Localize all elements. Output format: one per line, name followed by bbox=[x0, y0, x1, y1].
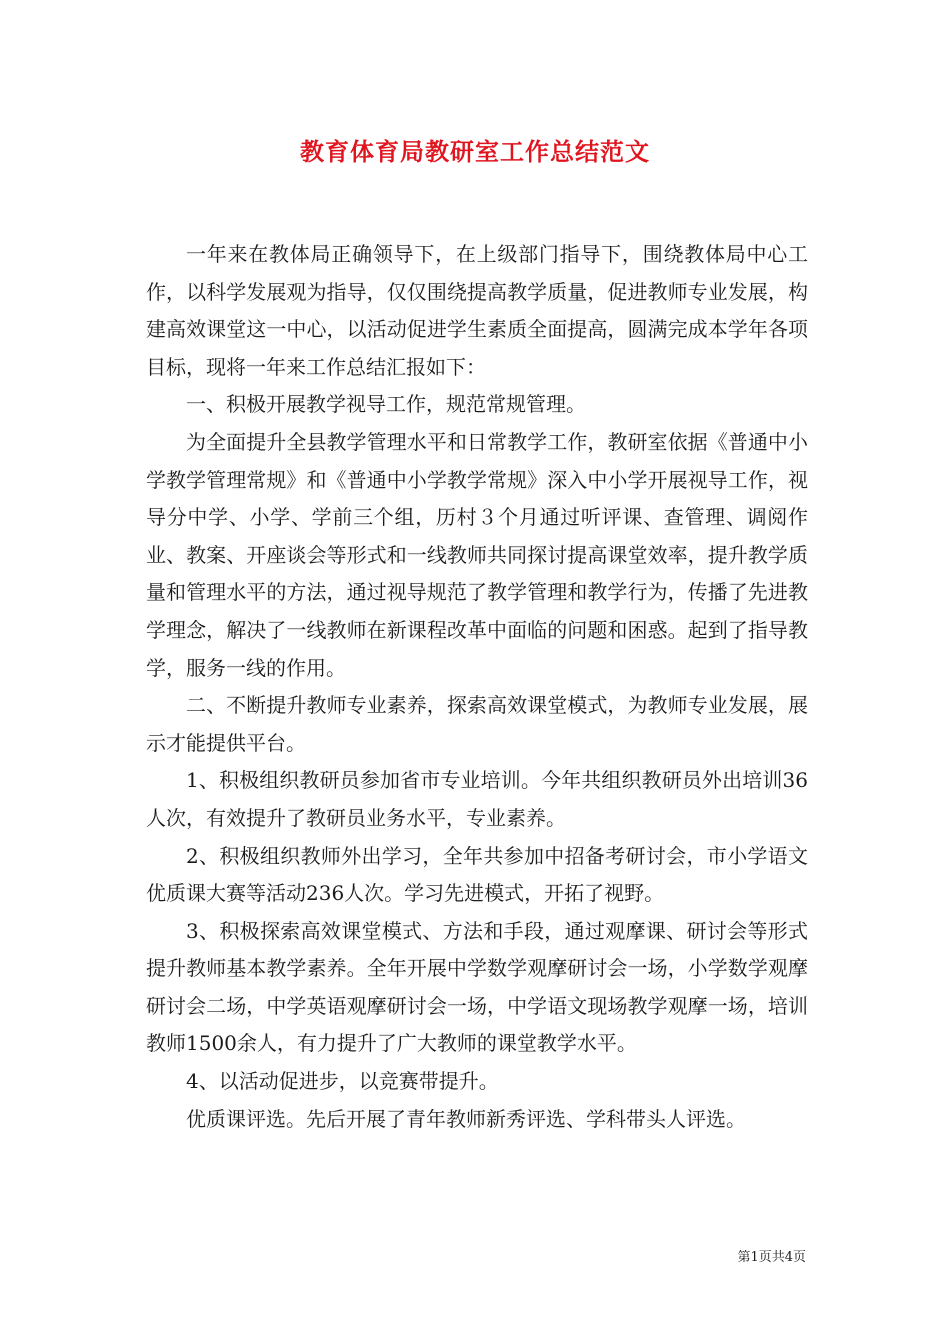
paragraph: 二、不断提升教师专业素养，探索高效课堂模式，为教师专业发展，展示才能提供平台。 bbox=[146, 693, 808, 755]
paragraph: 4、以活动促进步，以竞赛带提升。 bbox=[186, 1069, 499, 1094]
paragraph: 一年来在教体局正确领导下，在上级部门指导下，围绕教体局中心工作，以科学发展观为指导，仅仅围绕提高教学质量，促进教师专业发展，构建高效课堂这一中心，以活动促进学生素质全面提高，圆满完成本学年各项目标，现将一年来工作总结汇报如下： bbox=[146, 242, 808, 379]
paragraph: 3、积极探索高效课堂模式、方法和手段，通过观摩课、研讨会等形式提升教师基本教学素养。全年开展中学数学观摩研讨会一场，小学数学观摩研讨会二场，中学英语观摩研讨会一场，中学语文现场教学观摩一场，培训教师1500余人，有力提升了广大教师的课堂教学水平。 bbox=[146, 918, 808, 1056]
paragraph: 为全面提升全县教学管理水平和日常教学工作，教研室依据《普通中小学教学管理常规》和《普通中小学教学常规》深入中小学开展视导工作，视导分中学、小学、学前三个组，历村３个月通过听评课、查管理、调阅作业、教案、开座谈会等形式和一线教师共同探讨提高课堂效率，提升教学质量和管理水平的方法，通过视导规范了教学管理和教学行为，传播了先进教学理念，解决了一线教师在新课程改革中面临的问题和困惑。起到了指导教学，服务一线的作用。 bbox=[146, 429, 808, 680]
paragraph: 1、积极组织教研员参加省市专业培训。今年共组织教研员外出培训36人次，有效提升了教研员业务水平，专业素养。 bbox=[146, 768, 808, 830]
page-footer: 第1页共4页 bbox=[737, 1250, 806, 1265]
document-title: 教育体育局教研室工作总结范文 bbox=[300, 137, 650, 166]
paragraph: 2、积极组织教师外出学习，全年共参加中招备考研讨会，市小学语文优质课大赛等活动236人次。学习先进模式，开拓了视野。 bbox=[146, 843, 808, 906]
paragraph: 优质课评选。先后开展了青年教师新秀评选、学科带头人评选。 bbox=[186, 1106, 746, 1131]
document-body bbox=[146, 236, 808, 1138]
paragraph: 一、积极开展教学视导工作，规范常规管理。 bbox=[186, 392, 586, 417]
